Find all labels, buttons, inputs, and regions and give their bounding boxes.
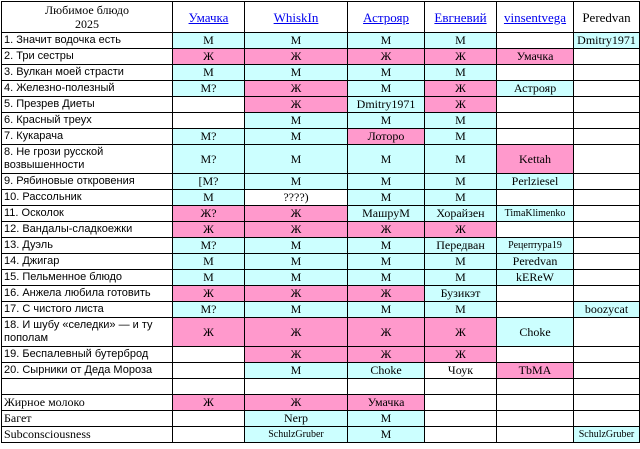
table-row: [2, 254, 640, 270]
guess-cell: [574, 129, 640, 145]
guess-cell: Ж: [425, 222, 497, 238]
guess-cell: [574, 174, 640, 190]
guess-cell: М: [348, 190, 425, 206]
guess-cell: М: [348, 238, 425, 254]
guess-cell: М: [245, 302, 348, 318]
guess-cell: М: [348, 81, 425, 97]
guess-cell: М: [425, 270, 497, 286]
guess-cell: [497, 129, 574, 145]
guess-cell: Астрояр: [497, 81, 574, 97]
table-row: [2, 286, 640, 302]
guess-cell: [497, 302, 574, 318]
guess-cell: [497, 411, 574, 427]
guess-cell: Ж: [245, 318, 348, 347]
empty-cell: [574, 379, 640, 395]
guess-cell: [574, 113, 640, 129]
guess-cell: [497, 65, 574, 81]
guess-cell: М: [245, 113, 348, 129]
table-row: [2, 145, 640, 174]
guess-cell: М: [245, 254, 348, 270]
guess-cell: М: [348, 254, 425, 270]
table-row: [2, 113, 640, 129]
table-row: [2, 395, 640, 411]
guess-cell: М?: [173, 81, 245, 97]
guess-cell: [497, 113, 574, 129]
guess-cell: Ж: [425, 347, 497, 363]
table-row: [2, 318, 640, 347]
row-name: 13. Дуэль: [2, 238, 173, 254]
guess-cell: SchulzGruber: [245, 427, 348, 443]
table-title: [2, 2, 173, 33]
guess-cell: Ж: [425, 318, 497, 347]
row-name: 17. С чистого листа: [2, 302, 173, 318]
guess-cell: boozycat: [574, 302, 640, 318]
guess-cell: Ж: [245, 49, 348, 65]
guess-cell: [425, 411, 497, 427]
row-name: 20. Сырники от Деда Мороза: [2, 363, 173, 379]
guess-cell: М: [348, 411, 425, 427]
guess-cell: [497, 347, 574, 363]
guess-cell: Лоторо: [348, 129, 425, 145]
row-name: 16. Анжела любила готовить: [2, 286, 173, 302]
guess-cell: М?: [173, 129, 245, 145]
guess-cell: Ж: [348, 318, 425, 347]
guess-cell: Хорайзен: [425, 206, 497, 222]
guess-cell: Ж: [245, 286, 348, 302]
guess-cell: М?: [173, 145, 245, 174]
guess-cell: М: [173, 254, 245, 270]
guess-cell: Рецептура19: [497, 238, 574, 254]
guess-cell: М: [173, 65, 245, 81]
guess-cell: Ж: [348, 347, 425, 363]
guess-cell: Передван: [425, 238, 497, 254]
table-row: [2, 129, 640, 145]
guess-cell: [497, 427, 574, 443]
guess-cell: TimaKlimenko: [497, 206, 574, 222]
guess-cell: [497, 286, 574, 302]
guess-cell: М: [348, 427, 425, 443]
guess-cell: МашруМ: [348, 206, 425, 222]
guess-cell: [574, 81, 640, 97]
table-row: [2, 190, 640, 206]
guess-cell: Ж: [348, 222, 425, 238]
guess-cell: Умачка: [348, 395, 425, 411]
table-row: [2, 81, 640, 97]
guess-cell: [425, 395, 497, 411]
guess-cell: М: [348, 270, 425, 286]
guess-cell: [574, 363, 640, 379]
guess-cell: [574, 411, 640, 427]
guess-cell: TbMA: [497, 363, 574, 379]
guess-cell: М: [348, 302, 425, 318]
table-row: [2, 363, 640, 379]
guess-cell: М: [425, 113, 497, 129]
guess-cell: [173, 427, 245, 443]
guess-cell: М: [425, 129, 497, 145]
table-row: [2, 347, 640, 363]
guess-cell: [497, 97, 574, 113]
row-name: 1. Значит водочка есть: [2, 33, 173, 49]
guess-cell: М: [173, 33, 245, 49]
row-name: 5. Презрев Диеты: [2, 97, 173, 113]
guess-cell: Peredvan: [497, 254, 574, 270]
guess-cell: Dmitry1971: [348, 97, 425, 113]
row-name: 8. Не грози русской возвышенности: [2, 145, 173, 174]
guess-cell: [574, 395, 640, 411]
guess-cell: М: [348, 65, 425, 81]
guess-cell: М: [425, 302, 497, 318]
guess-cell: [173, 113, 245, 129]
guess-cell: [574, 206, 640, 222]
guess-cell: [497, 222, 574, 238]
row-name: 14. Джигар: [2, 254, 173, 270]
column-header-umachka[interactable]: Умачка: [173, 2, 245, 33]
spacer-row: [2, 379, 640, 395]
guess-cell: Nerp: [245, 411, 348, 427]
guess-cell: [574, 222, 640, 238]
row-name: Багет: [2, 411, 173, 427]
guess-cell: Dmitry1971: [574, 33, 640, 49]
guess-cell: [425, 427, 497, 443]
table-row: [2, 49, 640, 65]
guess-table: [1, 1, 640, 443]
guess-cell: [497, 33, 574, 49]
header-row: [2, 2, 640, 33]
guess-cell: М: [348, 33, 425, 49]
title-line-2: 2025: [75, 17, 99, 31]
guess-cell: [173, 347, 245, 363]
guess-cell: Ж: [425, 97, 497, 113]
row-name: 18. И шубу «селедки» — и ту пополам: [2, 318, 173, 347]
guess-cell: Ж: [425, 81, 497, 97]
guess-cell: Ж: [425, 49, 497, 65]
guess-cell: Умачка: [497, 49, 574, 65]
table-row: [2, 427, 640, 443]
row-name: 19. Беспалевный бутерброд: [2, 347, 173, 363]
column-header-evgneviy[interactable]: Евгневий: [425, 2, 497, 33]
guess-cell: М: [425, 33, 497, 49]
guess-cell: М: [245, 129, 348, 145]
column-header-vinsentvega[interactable]: vinsentvega: [497, 2, 574, 33]
guess-cell: [173, 411, 245, 427]
guess-cell: Kettah: [497, 145, 574, 174]
table-row: [2, 206, 640, 222]
guess-cell: М: [348, 145, 425, 174]
guess-cell: Ж: [245, 97, 348, 113]
guess-cell: М: [425, 254, 497, 270]
empty-cell: [497, 379, 574, 395]
guess-cell: М: [425, 145, 497, 174]
guess-cell: Чоук: [425, 363, 497, 379]
guess-cell: [574, 145, 640, 174]
row-name: 11. Осколок: [2, 206, 173, 222]
guess-cell: [497, 190, 574, 206]
guess-cell: Perlziesel: [497, 174, 574, 190]
guess-cell: [574, 270, 640, 286]
guess-cell: SchulzGruber: [574, 427, 640, 443]
guess-cell: М: [425, 65, 497, 81]
guess-cell: Ж: [348, 49, 425, 65]
row-name: 10. Рассольник: [2, 190, 173, 206]
empty-cell: [2, 379, 173, 395]
row-name: Subconsciousness: [2, 427, 173, 443]
empty-cell: [173, 379, 245, 395]
guess-cell: М: [245, 145, 348, 174]
column-header-peredvan: Peredvan: [574, 2, 640, 33]
guess-cell: М: [173, 270, 245, 286]
guess-cell: М: [425, 190, 497, 206]
title-line-1: Любимое блюдо: [45, 3, 129, 17]
guess-cell: Ж: [348, 286, 425, 302]
row-name: 15. Пельменное блюдо: [2, 270, 173, 286]
guess-cell: [574, 97, 640, 113]
guess-cell: Бузикэт: [425, 286, 497, 302]
guess-cell: М?: [173, 302, 245, 318]
row-name: 2. Три сестры: [2, 49, 173, 65]
table-row: [2, 33, 640, 49]
guess-cell: Ж: [245, 81, 348, 97]
row-name: 3. Вулкан моей страсти: [2, 65, 173, 81]
guess-cell: Ж: [173, 49, 245, 65]
row-name: 9. Рябиновые откровения: [2, 174, 173, 190]
guess-cell: Ж: [245, 347, 348, 363]
guess-cell: [574, 347, 640, 363]
empty-cell: [245, 379, 348, 395]
table-row: [2, 302, 640, 318]
guess-cell: [173, 97, 245, 113]
guess-cell: [М?: [173, 174, 245, 190]
guess-cell: Choke: [497, 318, 574, 347]
guess-cell: М: [348, 174, 425, 190]
guess-cell: М: [245, 363, 348, 379]
guess-cell: Ж?: [173, 206, 245, 222]
row-name: 4. Железно-полезный: [2, 81, 173, 97]
guess-cell: ????): [245, 190, 348, 206]
row-name: 6. Красный треух: [2, 113, 173, 129]
column-header-astroyar[interactable]: Астрояр: [348, 2, 425, 33]
table-row: [2, 238, 640, 254]
guess-cell: [574, 49, 640, 65]
guess-cell: М?: [173, 238, 245, 254]
guess-cell: [574, 318, 640, 347]
guess-cell: [574, 238, 640, 254]
guess-cell: М: [173, 190, 245, 206]
table-row: [2, 222, 640, 238]
empty-cell: [425, 379, 497, 395]
guess-cell: [173, 363, 245, 379]
guess-cell: [574, 286, 640, 302]
column-header-whiskin[interactable]: WhiskIn: [245, 2, 348, 33]
guess-cell: М: [245, 238, 348, 254]
guess-cell: М: [245, 65, 348, 81]
guess-cell: Ж: [173, 222, 245, 238]
table-row: [2, 174, 640, 190]
guess-cell: [497, 395, 574, 411]
guess-cell: [574, 65, 640, 81]
guess-cell: Ж: [245, 206, 348, 222]
guess-cell: Ж: [245, 395, 348, 411]
row-name: 7. Кукарача: [2, 129, 173, 145]
table-row: [2, 411, 640, 427]
empty-cell: [348, 379, 425, 395]
guess-cell: [574, 254, 640, 270]
guess-cell: [574, 190, 640, 206]
guess-cell: Ж: [173, 318, 245, 347]
guess-cell: М: [425, 174, 497, 190]
guess-cell: Ж: [245, 222, 348, 238]
guess-cell: Ж: [173, 395, 245, 411]
guess-cell: М: [245, 174, 348, 190]
guess-cell: М: [348, 113, 425, 129]
table-row: [2, 97, 640, 113]
table-row: [2, 270, 640, 286]
guess-cell: М: [245, 270, 348, 286]
row-name: Жирное молоко: [2, 395, 173, 411]
guess-cell: Ж: [173, 286, 245, 302]
row-name: 12. Вандалы-сладкоежки: [2, 222, 173, 238]
guess-cell: Choke: [348, 363, 425, 379]
guess-cell: kEReW: [497, 270, 574, 286]
table-row: [2, 65, 640, 81]
guess-cell: М: [245, 33, 348, 49]
